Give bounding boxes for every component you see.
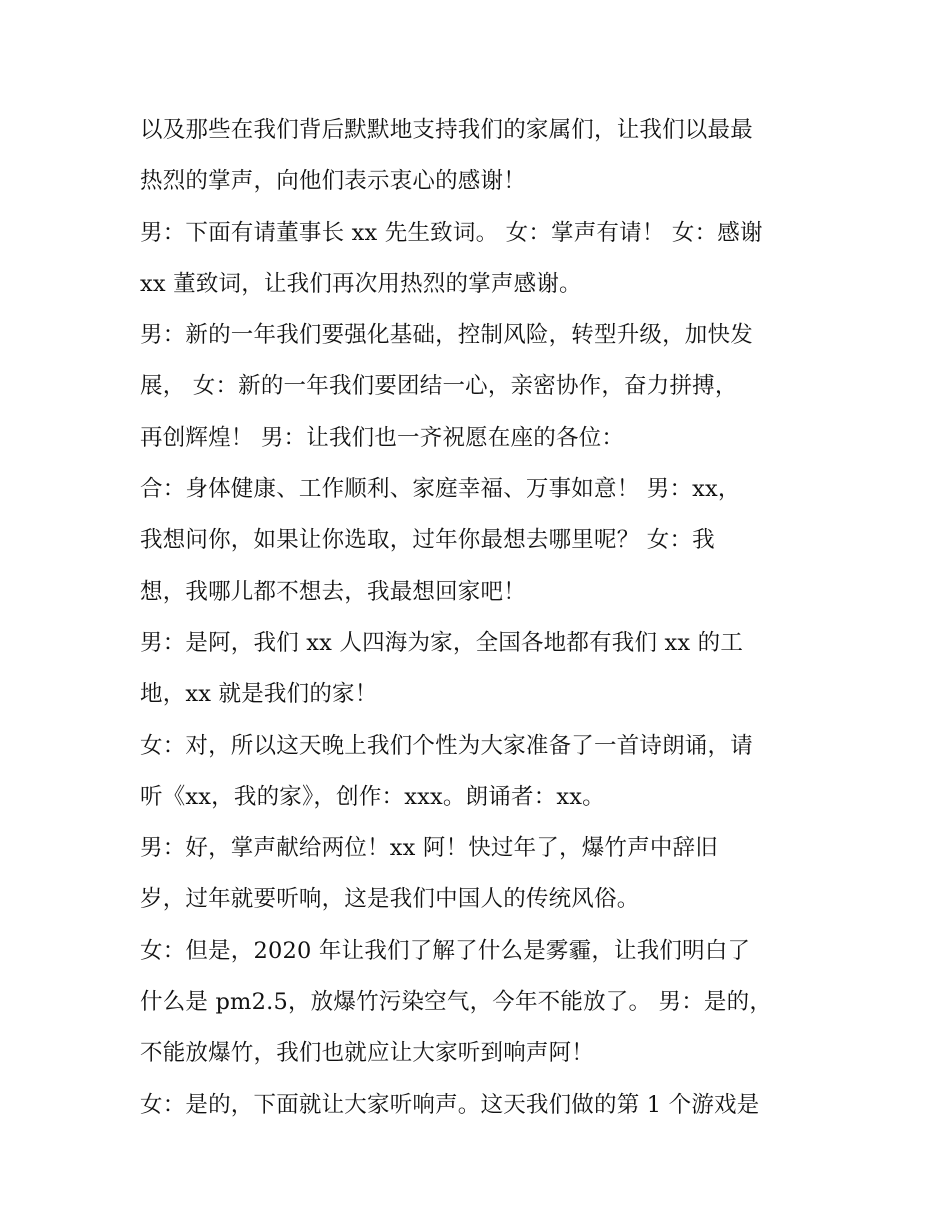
text-line: 合：身体健康、工作顺利、家庭幸福、万事如意！ 男：xx， bbox=[140, 476, 741, 503]
text-line: 男：新的一年我们要强化基础，控制风险，转型升级，加快发 bbox=[140, 322, 753, 349]
text-line: 再创辉煌！ 男：让我们也一齐祝愿在座的各位： bbox=[140, 424, 625, 451]
text-line: 男：下面有请董事长 xx 先生致词。 女：掌声有请！ 女：感谢 bbox=[140, 219, 763, 246]
text-line: 我想问你，如果让你选取，过年你最想去哪里呢？ 女：我 bbox=[140, 527, 715, 554]
text-line: xx 董致词，让我们再次用热烈的掌声感谢。 bbox=[140, 270, 582, 297]
text-line: 热烈的掌声，向他们表示衷心的感谢！ bbox=[140, 168, 526, 195]
text-line: 想，我哪儿都不想去，我最想回家吧！ bbox=[140, 578, 526, 605]
text-line: 女：对，所以这天晚上我们个性为大家准备了一首诗朗诵，请 bbox=[140, 732, 753, 759]
text-line: 女：是的，下面就让大家听响声。这天我们做的第 1 个游戏是 bbox=[140, 1091, 760, 1118]
text-line: 以及那些在我们背后默默地支持我们的家属们，让我们以最最 bbox=[140, 117, 753, 143]
text-line: 不能放爆竹，我们也就应让大家听到响声阿！ bbox=[140, 1040, 595, 1067]
text-line: 女：但是，2020 年让我们了解了什么是雾霾，让我们明白了 bbox=[140, 937, 751, 964]
text-line: 男：好，掌声献给两位！xx 阿！快过年了，爆竹声中辞旧 bbox=[140, 835, 718, 862]
text-line: 岁，过年就要听响，这是我们中国人的传统风俗。 bbox=[140, 886, 640, 913]
script-text-body bbox=[140, 108, 820, 1134]
text-line: 地，xx 就是我们的家！ bbox=[140, 681, 378, 708]
text-line: 男：是阿，我们 xx 人四海为家，全国各地都有我们 xx 的工 bbox=[140, 629, 744, 656]
text-line: 听《xx，我的家》，创作：xxx。朗诵者：xx。 bbox=[140, 783, 605, 810]
text-line: 什么是 pm2.5，放爆竹污染空气，今年不能放了。 男：是的， bbox=[140, 989, 773, 1016]
text-line: 展， 女：新的一年我们要团结一心，亲密协作，奋力拼搏， bbox=[140, 373, 738, 400]
